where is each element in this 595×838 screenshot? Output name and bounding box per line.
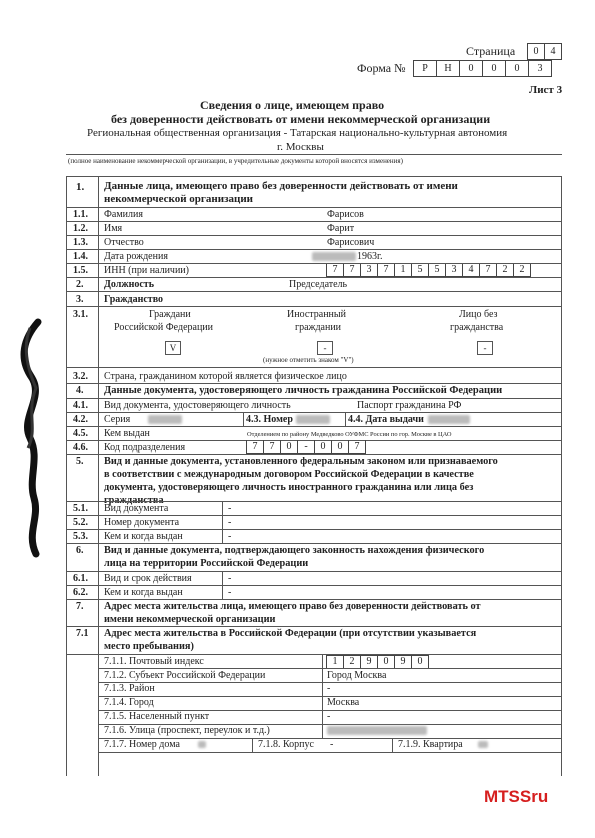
- postal-code-label: 7.1.1. Почтовый индекс: [104, 656, 204, 667]
- row-5-2-num: 5.2.: [73, 517, 88, 528]
- form-digit: Н: [436, 60, 460, 77]
- issued-by-label: Кем выдан: [104, 428, 150, 439]
- residence-issuer-label: Кем и когда выдан: [104, 587, 183, 598]
- country-label: Страна, гражданином которой является физическое лицо: [104, 371, 347, 382]
- inn-cells: [327, 264, 531, 277]
- form-number-cells: [414, 60, 552, 77]
- region-value: Город Москва: [327, 670, 387, 681]
- zip-digit: 0: [377, 655, 395, 669]
- row-1-1-num: 1.1.: [73, 209, 88, 220]
- form-label: Форма №: [357, 61, 406, 75]
- stateless-label-1: Лицо без: [459, 309, 498, 320]
- passport-section-title: Данные документа, удостоверяющего личность гражданина Российской Федерации: [104, 385, 503, 396]
- org-name-1: Региональная общественная организация - Татарская национально-культурная автономия: [87, 127, 508, 139]
- code-digit: 0: [331, 440, 349, 454]
- page-digit: 4: [544, 43, 562, 60]
- form-title-1: Сведения о лице, имеющем право: [200, 98, 385, 112]
- form-digit: Р: [413, 60, 437, 77]
- pen-scribble: [10, 318, 50, 558]
- district-label: 7.1.3. Район: [104, 683, 155, 694]
- foreign-doc-number-value: -: [228, 517, 232, 528]
- division-code-label: Код подразделения: [104, 442, 186, 453]
- stateless-checkbox[interactable]: -: [477, 341, 493, 355]
- inn-digit: 7: [326, 264, 344, 277]
- foreign-doc-title-c: документа, удостоверяющего личность иностранного гражданина или лица без: [104, 482, 474, 493]
- row-6-num: 6.: [76, 545, 84, 556]
- row-5-1-num: 5.1.: [73, 503, 88, 514]
- inn-digit: 4: [462, 264, 480, 277]
- birthdate-label: Дата рождения: [104, 251, 168, 262]
- inn-digit: 3: [445, 264, 463, 277]
- row-3-num: 3.: [76, 294, 84, 305]
- row-1-title-a: Данные лица, имеющего право без доверенности действовать от имени: [104, 180, 458, 192]
- locality-label: 7.1.5. Населенный пункт: [104, 711, 210, 722]
- foreign-label-2: граждании: [295, 322, 342, 333]
- code-digit: 7: [348, 440, 366, 454]
- row-3-1-num: 3.1.: [73, 309, 88, 320]
- address-title-b: имени некоммерческой организации: [104, 614, 276, 625]
- mark-note: (нужное отметить знаком "V"): [263, 356, 354, 364]
- citizen-rf-checkbox[interactable]: V: [165, 341, 181, 355]
- row-6-1-num: 6.1.: [73, 573, 88, 584]
- foreign-doc-title-a: Вид и данные документа, установленного федеральным законом или признаваемого: [104, 456, 498, 467]
- doc-type-value: Паспорт гражданина РФ: [357, 400, 462, 411]
- division-code-cells: [247, 440, 366, 454]
- foreign-doc-title-b: в соответствии с международным договором Российской Федерации в качестве: [104, 469, 474, 480]
- foreign-label-1: Иностранный: [287, 309, 346, 320]
- city-value: Москва: [327, 697, 360, 708]
- house-label: 7.1.7. Номер дома: [104, 739, 180, 750]
- name-label: Имя: [104, 223, 123, 234]
- row-4-6-num: 4.6.: [73, 442, 88, 453]
- residence-doc-title-a: Вид и данные документа, подтверждающего законность нахождения физического: [104, 545, 485, 556]
- zip-digit: 0: [411, 655, 429, 669]
- inn-digit: 5: [411, 264, 429, 277]
- org-name-2: г. Москвы: [277, 141, 324, 153]
- row-1-title-b: некоммерческой организации: [104, 193, 254, 205]
- issue-date-label: 4.4. Дата выдачи: [348, 414, 424, 425]
- code-digit: 0: [280, 440, 298, 454]
- residence-validity-label: Вид и срок действия: [104, 573, 192, 584]
- form-digit: 0: [482, 60, 506, 77]
- row-2-num: 2.: [76, 279, 84, 290]
- form-digit: 0: [459, 60, 483, 77]
- inn-digit: 7: [377, 264, 395, 277]
- address-title-a: Адрес места жительства лица, имеющего право без доверенности действовать от: [104, 601, 481, 612]
- code-digit: 0: [314, 440, 332, 454]
- birthdate-value: 1963г.: [357, 251, 383, 262]
- citizen-rf-label-1: Граждани: [149, 309, 191, 320]
- zip-digit: 9: [360, 655, 378, 669]
- row-7-1-num: 7.1: [76, 628, 89, 639]
- row-6-2-num: 6.2.: [73, 587, 88, 598]
- series-label: Серия: [104, 414, 131, 425]
- page-number-cells: [528, 43, 562, 60]
- inn-digit: 7: [343, 264, 361, 277]
- doc-type-label: Вид документа, удостоверяющего личность: [104, 400, 291, 411]
- street-label: 7.1.6. Улица (проспект, переулок и т.д.): [104, 725, 270, 736]
- row-1-3-num: 1.3.: [73, 237, 88, 248]
- inn-digit: 1: [394, 264, 412, 277]
- locality-value: -: [327, 711, 331, 722]
- inn-label: ИНН (при наличии): [104, 265, 189, 276]
- code-digit: -: [297, 440, 315, 454]
- city-label: 7.1.4. Город: [104, 697, 154, 708]
- row-1-4-num: 1.4.: [73, 251, 88, 262]
- position-label: Должность: [104, 279, 155, 290]
- citizenship-label: Гражданство: [104, 294, 164, 305]
- sheet-label: Лист 3: [529, 84, 563, 96]
- patronymic-value: Фарисович: [327, 237, 375, 248]
- residence-issuer-value: -: [228, 587, 232, 598]
- citizen-rf-label-2: Российской Федерации: [114, 322, 214, 333]
- row-4-num: 4.: [76, 385, 84, 396]
- position-value: Председатель: [289, 279, 348, 290]
- building-label: 7.1.8. Корпус: [258, 739, 314, 750]
- inn-digit: 2: [513, 264, 531, 277]
- surname-label: Фамилия: [104, 209, 143, 220]
- foreign-checkbox[interactable]: -: [317, 341, 333, 355]
- building-value: -: [330, 739, 334, 750]
- rf-address-title-b: место пребывания): [104, 641, 194, 652]
- form-digit: 3: [528, 60, 552, 77]
- row-3-2-num: 3.2.: [73, 371, 88, 382]
- inn-digit: 2: [496, 264, 514, 277]
- inn-digit: 7: [479, 264, 497, 277]
- foreign-doc-number-label: Номер документа: [104, 517, 180, 528]
- issued-by-value: Отделением по району Медведково ОУФМС России по гор. Москве в ЦАО: [247, 431, 452, 438]
- row-4-2-num: 4.2.: [73, 414, 88, 425]
- inn-digit: 5: [428, 264, 446, 277]
- row-4-1-num: 4.1.: [73, 400, 88, 411]
- foreign-doc-type-value: -: [228, 503, 232, 514]
- row-5-3-num: 5.3.: [73, 531, 88, 542]
- code-digit: 7: [246, 440, 264, 454]
- row-1-num: 1.: [76, 181, 85, 193]
- apartment-label: 7.1.9. Квартира: [398, 739, 463, 750]
- district-value: -: [327, 683, 331, 694]
- foreign-doc-issuer-label: Кем и когда выдан: [104, 531, 183, 542]
- form-digit: 0: [505, 60, 529, 77]
- row-1-5-num: 1.5.: [73, 265, 88, 276]
- number-label: 4.3. Номер: [246, 414, 293, 425]
- foreign-doc-title-d: гражданства: [104, 495, 164, 506]
- name-value: Фарит: [327, 223, 355, 234]
- zip-digit: 2: [343, 655, 361, 669]
- row-7-num: 7.: [76, 601, 84, 612]
- patronymic-label: Отчество: [104, 237, 144, 248]
- stateless-label-2: гражданства: [450, 322, 504, 333]
- residence-doc-title-b: лица на территории Российской Федерации: [104, 558, 309, 569]
- foreign-doc-issuer-value: -: [228, 531, 232, 542]
- watermark: MTSSru: [484, 787, 549, 806]
- row-1-2-num: 1.2.: [73, 223, 88, 234]
- rf-address-title-a: Адрес места жительства в Российской Федерации (при отсутствии указывается: [104, 628, 477, 639]
- page-label: Страница: [466, 44, 516, 58]
- zip-digit: 1: [326, 655, 344, 669]
- row-4-5-num: 4.5.: [73, 428, 88, 439]
- org-note: (полное наименование некоммерческой организации, в учредительные документы которой вносятся изменения): [68, 157, 403, 165]
- foreign-doc-type-label: Вид документа: [104, 503, 169, 514]
- page-digit: 0: [527, 43, 545, 60]
- postal-code-cells: [327, 655, 429, 669]
- form-title-2: без доверенности действовать от имени некоммерческой организации: [111, 112, 491, 126]
- region-label: 7.1.2. Субъект Российской Федерации: [104, 670, 266, 681]
- row-5-num: 5.: [76, 456, 84, 467]
- inn-digit: 3: [360, 264, 378, 277]
- residence-validity-value: -: [228, 573, 232, 584]
- surname-value: Фарисов: [327, 209, 364, 220]
- code-digit: 7: [263, 440, 281, 454]
- zip-digit: 9: [394, 655, 412, 669]
